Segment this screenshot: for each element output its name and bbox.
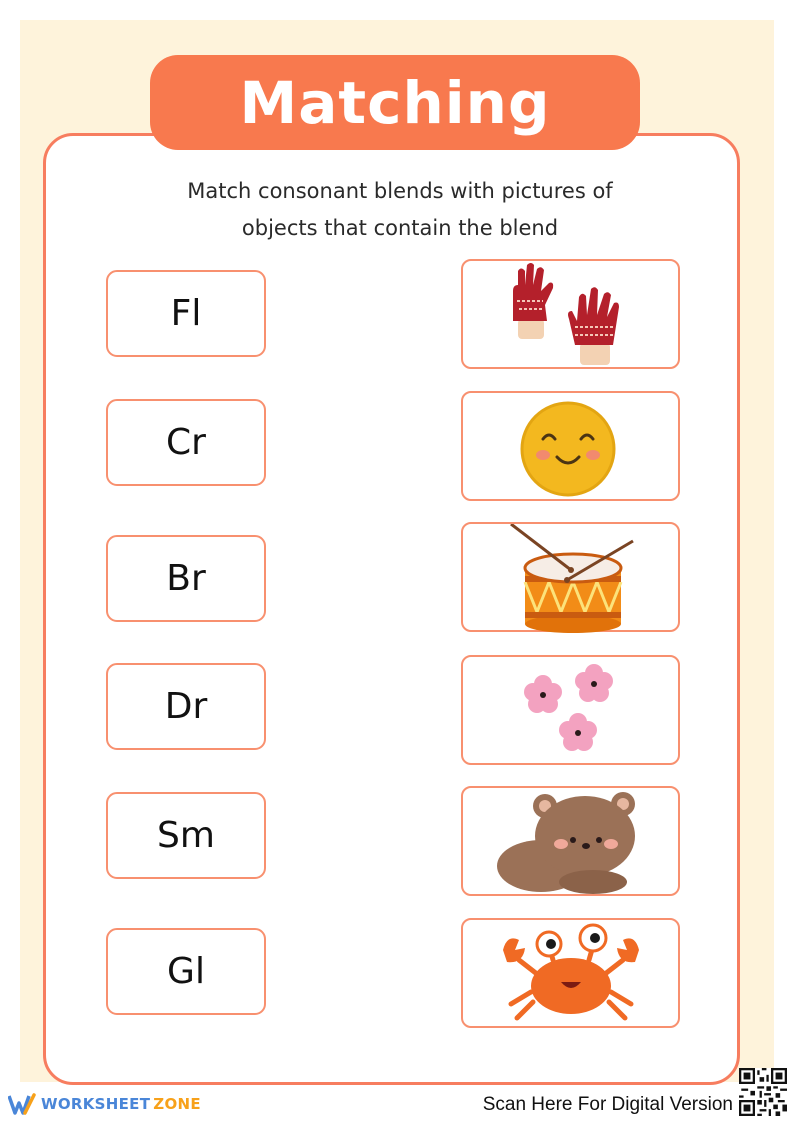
crab-icon: [463, 920, 682, 1030]
blend-label: Fl: [170, 293, 202, 334]
blend-box-br[interactable]: [106, 535, 266, 622]
picture-box-flowers[interactable]: [461, 655, 680, 765]
picture-box-bear[interactable]: [461, 786, 680, 896]
w-logo-icon: [8, 1093, 36, 1115]
scan-instruction: Scan Here For Digital Version: [482, 1094, 733, 1115]
blend-box-fl[interactable]: [106, 270, 266, 357]
flowers-icon: [463, 657, 682, 767]
blend-label: Gl: [167, 951, 205, 992]
blend-label: Cr: [166, 422, 206, 463]
brand-name-zone: ZONE: [153, 1095, 201, 1113]
bear-icon: [463, 788, 682, 898]
worksheet-zone-logo: [8, 1093, 201, 1115]
picture-box-drum[interactable]: [461, 522, 680, 632]
title-banner: [150, 55, 640, 150]
blend-box-dr[interactable]: [106, 663, 266, 750]
instructions-line-2: objects that contain the blend: [241, 216, 559, 240]
brand-name-worksheet: WORKSHEET: [41, 1095, 151, 1113]
picture-box-crab[interactable]: [461, 918, 680, 1028]
gloves-icon: [463, 261, 682, 371]
instructions: [120, 173, 680, 247]
page-title: Matching: [239, 68, 551, 137]
picture-box-gloves[interactable]: [461, 259, 680, 369]
smiley-face-icon: [463, 393, 682, 503]
blend-label: Sm: [157, 815, 215, 856]
instructions-line-1: Match consonant blends with pictures of: [187, 179, 613, 203]
picture-box-smiley[interactable]: [461, 391, 680, 501]
blend-box-cr[interactable]: [106, 399, 266, 486]
blend-label: Dr: [164, 686, 208, 727]
blend-box-sm[interactable]: [106, 792, 266, 879]
qr-code-icon[interactable]: [739, 1068, 787, 1116]
drum-icon: [463, 524, 682, 634]
blend-label: Br: [166, 558, 206, 599]
blend-box-gl[interactable]: [106, 928, 266, 1015]
